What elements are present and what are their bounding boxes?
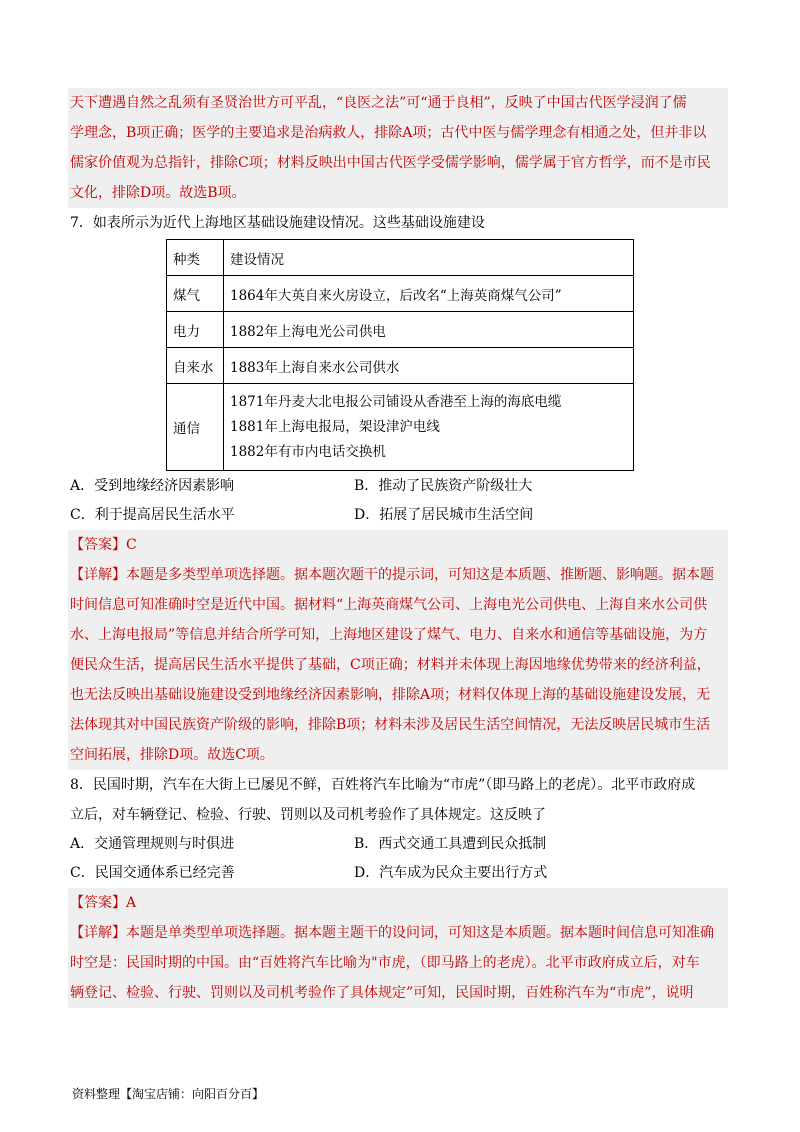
table-header-cell: 种类 [167, 240, 224, 276]
question-8-answer-block [68, 888, 728, 1008]
question-7-answer-block [68, 530, 728, 770]
question-7-options [68, 472, 728, 530]
table-header-row [167, 240, 634, 276]
cell-line: 1871年丹麦大北电报公司铺设从香港至上海的海底电缆 [230, 393, 562, 410]
table-cell-kind: 自来水 [167, 348, 224, 384]
option-c: C．民国交通体系已经完善 [70, 865, 235, 881]
table-cell-detail: 1864年大英自来火房设立，后改名“上海英商煤气公司” [224, 276, 634, 312]
document-page [68, 88, 728, 1008]
cell-line: 1882年有市内电话交换机 [230, 443, 386, 460]
text-line: 天下遭遇自然之乱须有圣贤治世方可平乱，“良医之法”可“通于良相”，反映了中国古代医学浸润了儒 [70, 95, 687, 111]
text-line: 【详解】本题是多类型单项选择题。据本题次题干的提示词，可知这是本质题、推断题、影响题。据本题 [70, 567, 714, 583]
text-line: 学理念，B项正确；医学的主要追求是治病救人，排除A项；古代中医与儒学理念有相通之处，但并非以 [70, 125, 707, 141]
option-b: B．西式交通工具遭到民众抵制 [354, 836, 547, 852]
table-row [167, 312, 634, 348]
text-line: 法体现其对中国民族资产阶级的影响，排除B项；材料未涉及居民生活空间情况，无法反映居民城市生活 [70, 717, 711, 733]
table-row [167, 276, 634, 312]
option-a: A．受到地缘经济因素影响 [70, 478, 235, 494]
text-line: 便民众生活，提高居民生活水平提供了基础，C项正确；材料并未体现上海因地缘优势带来的经济利益， [70, 657, 711, 673]
table-row [167, 384, 634, 471]
table-cell-detail: 1882年上海电光公司供电 [224, 312, 634, 348]
table-row [167, 348, 634, 384]
option-d: D．拓展了居民城市生活空间 [354, 507, 534, 523]
table-cell-detail: 1883年上海自来水公司供水 [224, 348, 634, 384]
text-line: 文化，排除D项。故选B项。 [70, 185, 246, 201]
question-8-options [68, 830, 728, 888]
question-7-stem [68, 208, 728, 238]
option-c: C．利于提高居民生活水平 [70, 507, 235, 523]
text-line: 时间信息可知准确时空是近代中国。据材料“上海英商煤气公司、上海电光公司供电、上海自来水公司供 [70, 597, 708, 613]
cell-line: 1881年上海电报局，架设津沪电线 [230, 418, 440, 435]
text-line: 8．民国时期，汽车在大街上已屡见不鲜，百姓将汽车比喻为“市虎”（即马路上的老虎）。北平市政府成 [70, 777, 696, 793]
text-line: 时空是：民国时期的中国。由“百姓将汽车比喻为"市虎，（即马路上的老虎）。北平市政府成立后，对车 [70, 955, 700, 971]
page-footer: 资料整理【淘宝店铺：向阳百分百】 [72, 1087, 265, 1101]
table-cell-detail [224, 384, 634, 471]
text-line: 辆登记、检验、行驶、罚则以及司机考验作了具体规定”可知，民国时期，百姓称汽车为“市虎”，说明 [70, 985, 694, 1001]
text-line: 水、上海电报局”等信息并结合所学可知，上海地区建设了煤气、电力、自来水和通信等基础设施，为方 [70, 627, 708, 643]
table-cell-kind: 通信 [167, 384, 224, 471]
text-line: 儒家价值观为总指针，排除C项；材料反映出中国古代医学受儒学影响，儒学属于官方哲学，而不是市民 [70, 155, 711, 171]
text-line: 立后，对车辆登记、检验、行驶、罚则以及司机考验作了具体规定。这反映了 [70, 807, 546, 823]
text-line: 7．如表所示为近代上海地区基础设施建设情况。这些基础设施建设 [70, 215, 485, 231]
option-d: D．汽车成为民众主要出行方式 [354, 865, 548, 881]
answer-label: 【答案】C [70, 537, 137, 553]
text-line: 空间拓展，排除D项。故选C项。 [70, 747, 274, 763]
table-cell-kind: 电力 [167, 312, 224, 348]
prev-explanation [68, 88, 728, 208]
infrastructure-table [166, 239, 634, 471]
option-a: A．交通管理规则与时俱进 [70, 836, 235, 852]
option-b: B．推动了民族资产阶级壮大 [354, 478, 533, 494]
table-cell-kind: 煤气 [167, 276, 224, 312]
text-line: 也无法反映出基础设施建设受到地缘经济因素影响，排除A项；材料仅体现上海的基础设施建设发展，无 [70, 687, 711, 703]
question-8-stem [68, 770, 728, 830]
answer-label: 【答案】A [70, 895, 137, 911]
text-line: 【详解】本题是单类型单项选择题。据本题主题干的设问词，可知这是本质题。据本题时间信息可知准确 [70, 925, 714, 941]
table-header-cell: 建设情况 [224, 240, 634, 276]
